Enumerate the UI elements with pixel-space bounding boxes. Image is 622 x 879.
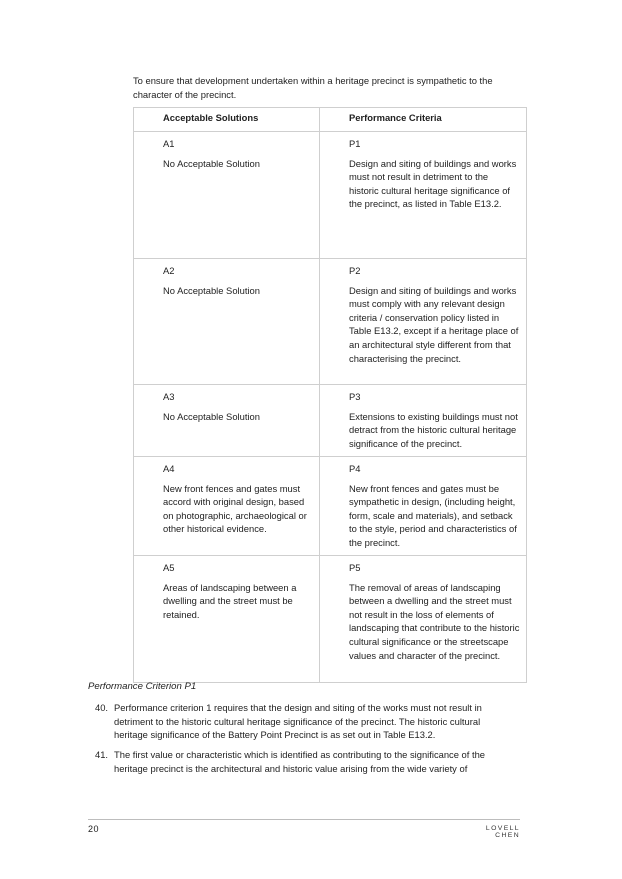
criteria-code: P4 [349, 463, 361, 474]
acceptable-solution-cell [134, 385, 320, 457]
header-acceptable-solutions: Acceptable Solutions [134, 108, 320, 132]
footer-brand: LOVELL CHEN [485, 825, 520, 839]
paragraph-number: 41. [95, 749, 109, 760]
criteria-table [133, 107, 527, 683]
header-performance-criteria: Performance Criteria [320, 108, 527, 132]
criteria-code: P5 [349, 562, 361, 573]
footer-divider [88, 819, 520, 820]
paragraph-text: The first value or characteristic which is identified as contributing to the significance of the heritage precinct is the architectural and historic value arising from the wide variety of [114, 749, 486, 774]
criteria-code: P1 [349, 138, 361, 149]
table-row [134, 457, 527, 556]
intro-paragraph: To ensure that development undertaken within a heritage precinct is sympathetic to the character of the precinct. [133, 75, 493, 100]
table-row [134, 259, 527, 385]
performance-criteria-cell [320, 385, 527, 457]
solution-text: New front fences and gates must accord with original design, based on photographic, archaeological or other historical evidence. [163, 482, 307, 535]
solution-code: A5 [163, 562, 175, 573]
numbered-paragraph [95, 748, 505, 775]
criteria-text: New front fences and gates must be sympathetic in design, (including height, form, scale and materials), and setback to the style, period and characteristics of the precinct. [349, 482, 517, 548]
page-number: 20 [88, 824, 100, 834]
criteria-text: Extensions to existing buildings must not detract from the historic cultural heritage significance of the precinct. [349, 410, 518, 449]
criteria-text: The removal of areas of landscaping between a dwelling and the street must not result in the loss of elements of landscaping that contribute to the historic cultural significance or the streetscape values and character of the precinct. [349, 581, 520, 661]
solution-code: A3 [163, 391, 175, 402]
table-row [134, 385, 527, 457]
criteria-code: P3 [349, 391, 361, 402]
solution-text: No Acceptable Solution [163, 410, 260, 422]
acceptable-solution-cell [134, 457, 320, 556]
table-row [134, 556, 527, 683]
solution-code: A1 [163, 138, 175, 149]
paragraph-number: 40. [95, 702, 109, 713]
acceptable-solution-cell [134, 259, 320, 385]
solution-code: A4 [163, 463, 175, 474]
criteria-text: Design and siting of buildings and works must not result in detriment to the historic cultural heritage significance of the precinct, as listed in Table E13.2. [349, 157, 517, 210]
table-row [134, 132, 527, 259]
table-header-row [134, 108, 527, 132]
performance-criteria-cell [320, 132, 527, 259]
numbered-paragraph [95, 701, 505, 742]
solution-text: No Acceptable Solution [163, 284, 260, 296]
performance-criteria-cell [320, 259, 527, 385]
performance-criteria-cell [320, 556, 527, 683]
solution-code: A2 [163, 265, 175, 276]
section-heading: Performance Criterion P1 [88, 681, 197, 692]
performance-criteria-cell [320, 457, 527, 556]
criteria-text: Design and siting of buildings and works must comply with any relevant design criteria / conservation policy listed in Table E13.2, except if a heritage place of an architectural style different from that characterising the precinct. [349, 284, 519, 364]
acceptable-solution-cell [134, 132, 320, 259]
criteria-code: P2 [349, 265, 361, 276]
solution-text: No Acceptable Solution [163, 157, 260, 169]
acceptable-solution-cell [134, 556, 320, 683]
solution-text: Areas of landscaping between a dwelling and the street must be retained. [163, 581, 297, 620]
paragraph-text: Performance criterion 1 requires that the design and siting of the works must not result in detriment to the historic cultural heritage significance of the precinct. The historic cultural heritage significance of the Battery Point Precinct is as set out in Table E13.2. [114, 702, 482, 741]
